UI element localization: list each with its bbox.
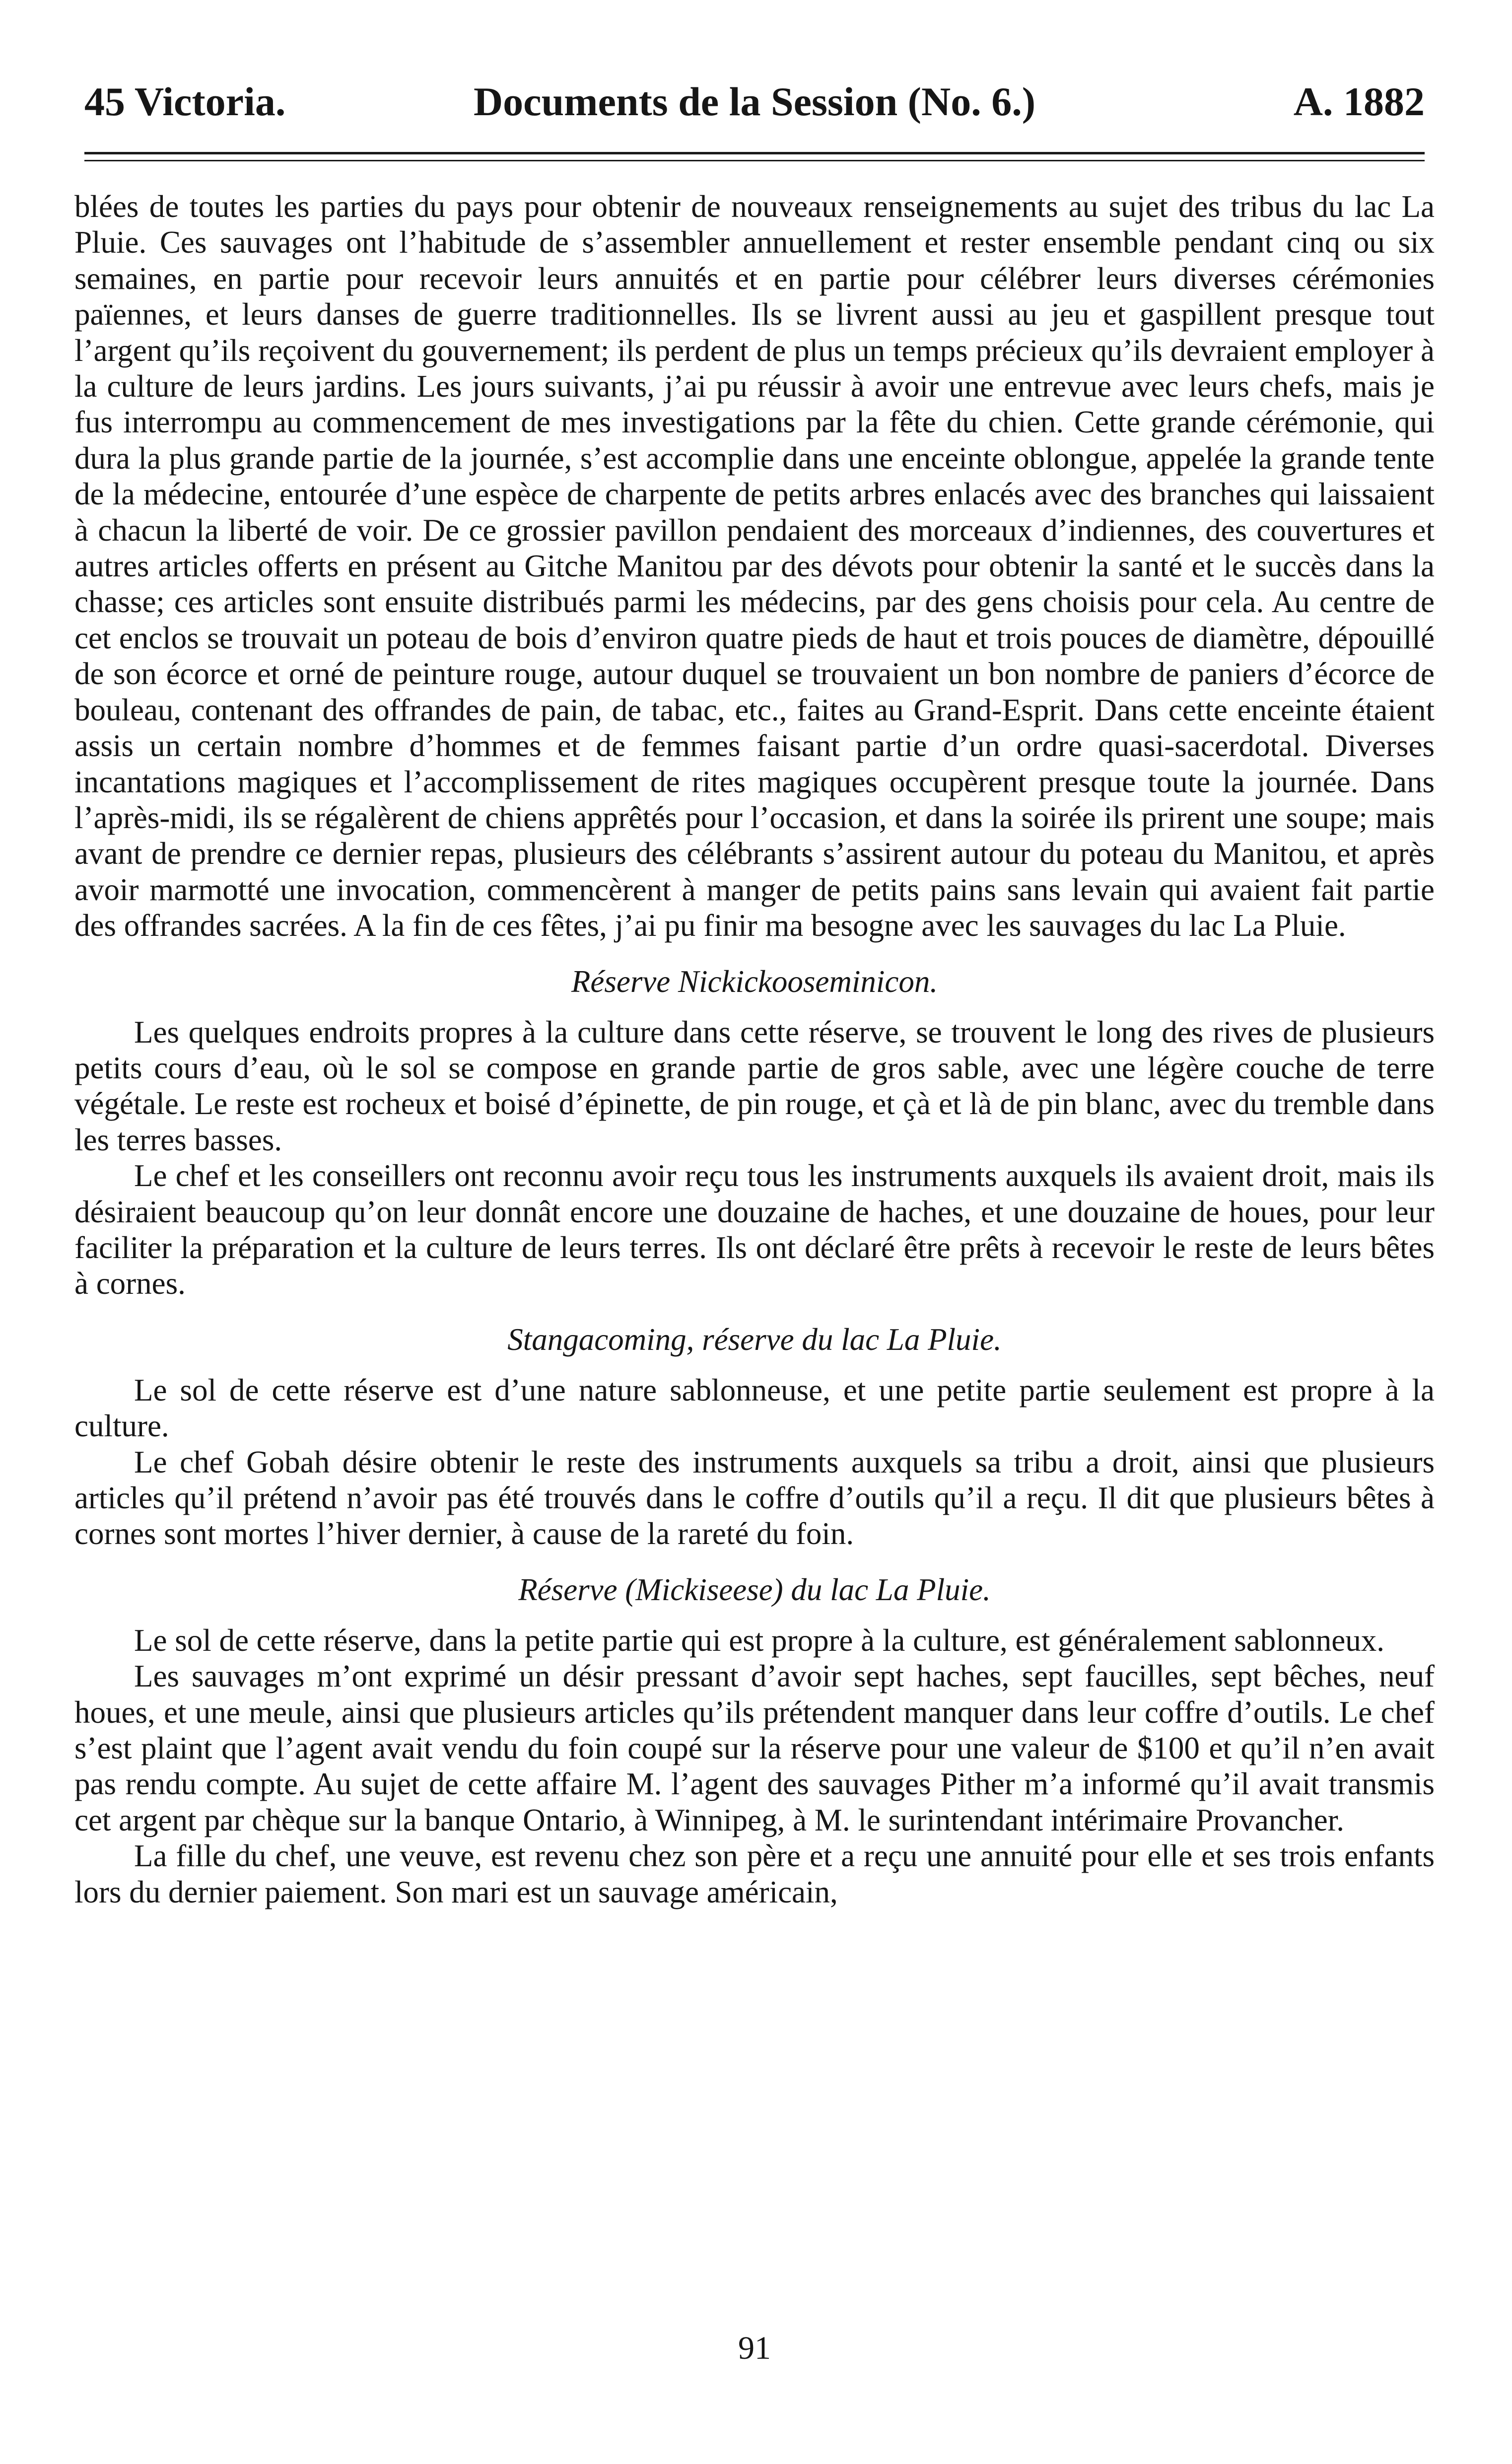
section-heading-stangacoming: Stangacoming, réserve du lac La Pluie. bbox=[507, 1322, 1002, 1357]
running-header bbox=[74, 74, 1435, 129]
continued-paragraph: blées de toutes les parties du pays pour obtenir de nouveaux renseignements au sujet des tribus du lac La Pluie. Ces sauvages ont l’habitude de s’assembler annuellement et rester ensemble pendant cinq ou six semaines, en partie pour recevoir leurs annuités et en partie pour célébrer leurs diverses cérémonies païennes, et leurs danses de guerre traditionnelles. Ils se livrent aussi au jeu et gaspillent presque tout l’argent qu’ils reçoivent du gouvernement; ils perdent de plus un temps précieux qu’ils devraient employer à la culture de leurs jardins. Les jours suivants, j’ai pu réussir à avoir une entrevue avec leurs chefs, mais je fus interrompu au commencement de mes investigations par la fête du chien. Cette grande cérémonie, qui dura la plus grande partie de la journée, s’est accomplie dans une enceinte oblongue, appelée la grande tente de la médecine, entourée d’une espèce de charpente de petits arbres enlacés avec des branches qui laissaient à chacun la liberté de voir. De ce grossier pavillon pendaient des morceaux d’indiennes, des couvertures et autres articles offerts en présent au Gitche Manitou par des dévots pour obtenir la santé et le succès dans la chasse; ces articles sont ensuite distribués parmi les médecins, par des gens choisis pour cela. Au centre de cet enclos se trouvait un poteau de bois d’environ quatre pieds de haut et trois pouces de diamètre, dépouillé de son écorce et orné de peinture rouge, autour duquel se trouvaient un bon nombre de paniers d’écorce de bouleau, contenant des offrandes de pain, de tabac, etc., faites au Grand-Esprit. Dans cette enceinte étaient assis un certain nombre d’hommes et de femmes faisant partie d’un ordre quasi-sacerdotal. Diverses incantations magiques et l’accomplissement de rites magiques occupèrent presque toute la journée. Dans l’après-midi, ils se régalèrent de chiens apprêtés pour l’occasion, et dans la soirée ils prirent une soupe; mais avant de prendre ce dernier repas, plusieurs des célébrants s’assirent autour du poteau du Manitou, et après avoir marmotté une invocation, commencèrent à manger de petits pains sans levain qui avaient fait partie des offrandes sacrées. A la fin de ces fêtes, j’ai pu finir ma besogne avec les sauvages du lac La Pluie. bbox=[74, 189, 1435, 943]
paragraph: Le chef Gobah désire obtenir le reste des instruments auxquels sa tribu a droit, ainsi que plusieurs articles qu’il prétend n’avoir pas été trouvés dans le coffre d’outils qu’il a reçu. Il dit que plusieurs bêtes à cornes sont mortes l’hiver dernier, à cause de la rareté du foin. bbox=[74, 1444, 1435, 1551]
paragraph: Les quelques endroits propres à la culture dans cette réserve, se trouvent le long des rives de plusieurs petits cours d’eau, où le sol se compose en grande partie de gros sable, avec une légère couche de terre végétale. Le reste est rocheux et boisé d’épinette, de pin rouge, et çà et là de pin blanc, avec du tremble dans les terres basses. bbox=[74, 1014, 1435, 1157]
header-year: A. 1882 bbox=[1293, 79, 1425, 124]
paragraph: Le chef et les conseillers ont reconnu avoir reçu tous les instruments auxquels ils avaient droit, mais ils désiraient beaucoup qu’on leur donnât encore une douzaine de haches, et une douzaine de houes, pour leur faciliter la préparation et la culture de leurs terres. Ils ont déclaré être prêts à recevoir le reste de leurs bêtes à cornes. bbox=[74, 1158, 1435, 1301]
header-rule-thin bbox=[84, 160, 1425, 161]
header-title: Documents de la Session (No. 6.) bbox=[473, 79, 1036, 124]
page-number: 91 bbox=[738, 2330, 771, 2366]
paragraph: La fille du chef, une veuve, est revenu chez son père et a reçu une annuité pour elle et ses trois enfants lors du dernier paiement. Son mari est un sauvage américain, bbox=[74, 1838, 1435, 1909]
body-text bbox=[74, 189, 1435, 1910]
section-heading-mickiseese: Réserve (Mickiseese) du lac La Pluie. bbox=[518, 1572, 991, 1607]
paragraph: Les sauvages m’ont exprimé un désir pressant d’avoir sept haches, sept faucilles, sept bêches, neuf houes, et une meule, ainsi que plusieurs articles qu’ils prétendent manquer dans leur coffre d’outils. Le chef s’est plaint que l’agent avait vendu du foin coupé sur la réserve pour une valeur de $100 et qu’il n’en avait pas rendu compte. Au sujet de cette affaire M. l’agent des sauvages Pither m’a informé qu’il avait transmis cet argent par chèque sur la banque Ontario, à Winnipeg, à M. le surintendant intérimaire Provancher. bbox=[74, 1659, 1435, 1837]
document-page bbox=[74, 0, 1435, 2464]
paragraph: Le sol de cette réserve est d’une nature sablonneuse, et une petite partie seulement est propre à la culture. bbox=[74, 1372, 1435, 1444]
paragraph: Le sol de cette réserve, dans la petite partie qui est propre à la culture, est généralement sablonneux. bbox=[134, 1622, 1384, 1658]
header-rule-thick bbox=[84, 152, 1425, 154]
header-volume: 45 Victoria. bbox=[84, 79, 286, 124]
section-heading-nickickooseminicon: Réserve Nickickooseminicon. bbox=[571, 964, 938, 999]
